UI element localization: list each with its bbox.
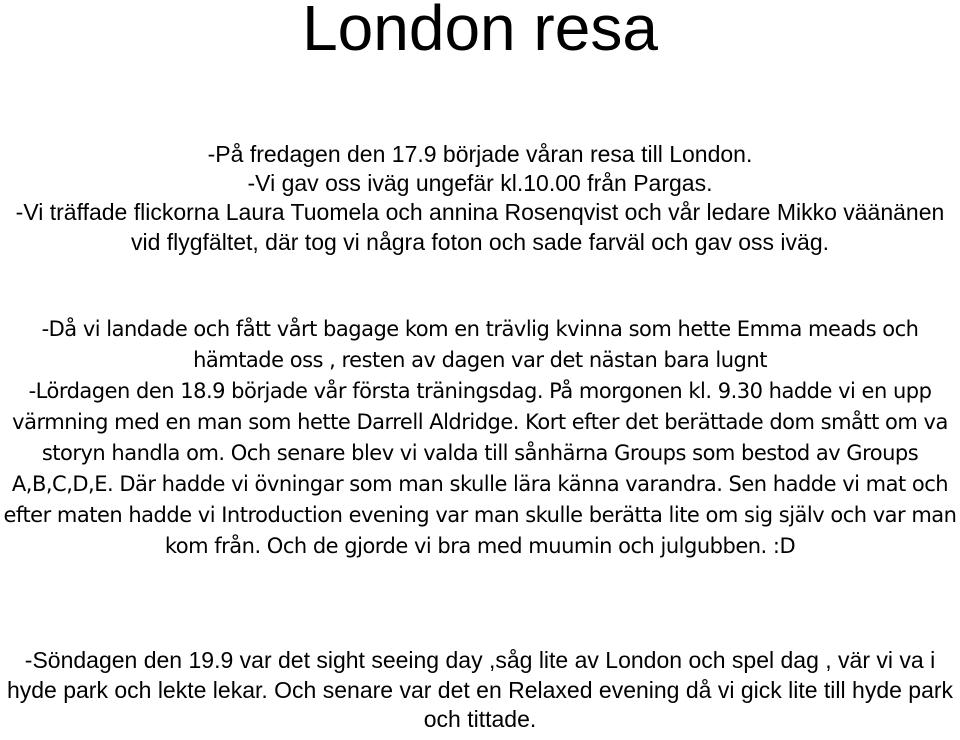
paragraph-airport: -Vi träffade flickorna Laura Tuomela och annina Rosenqvist och vår ledare Mikko väänänen vid flygfältet, där tog vi några foton och sade farväl och gav oss iväg. [15,199,945,255]
paragraph-departure: -På fredagen den 17.9 började våran resa till London. [207,141,753,167]
paragraph-leaving: -Vi gav oss iväg ungefär kl.10.00 från Pargas. [247,170,713,197]
paragraph-saturday: -Lördagen den 18.9 började vår första träningsdag. På morgonen kl. 9.30 hadde vi en upp värmning med en man som hette Darrell Aldridge. Kort efter det berättade dom smått om va storyn handla om. Och senare blev vi valda till sånhärna Groups som bestod av Groups A,B,C,D,E. Där hadde vi övningar som man skulle lära känna varandra. Sen hadde vi mat och efter maten hadde vi Introduction evening var man skulle berätta lite om sig själv och var man kom från. Och de gjorde vi bra med muumin och julgubben. :D [3,379,957,558]
page-title: London resa [302,0,658,64]
saturday-section [0,314,960,562]
paragraph-landing: -Då vi landade och fått vårt bagage kom en trävlig kvinna som hette Emma meads och hämtade oss , resten av dagen var det nästan bara lugnt [41,317,919,372]
paragraph-sunday: -Söndagen den 19.9 var det sight seeing day ,såg lite av London och spel dag , vär vi va i hyde park och lekte lekar. Och senare var det en Relaxed evening då vi gick lite till hyde park och tittade. [6,647,954,732]
sunday-section [0,646,960,735]
intro-section [0,140,960,257]
